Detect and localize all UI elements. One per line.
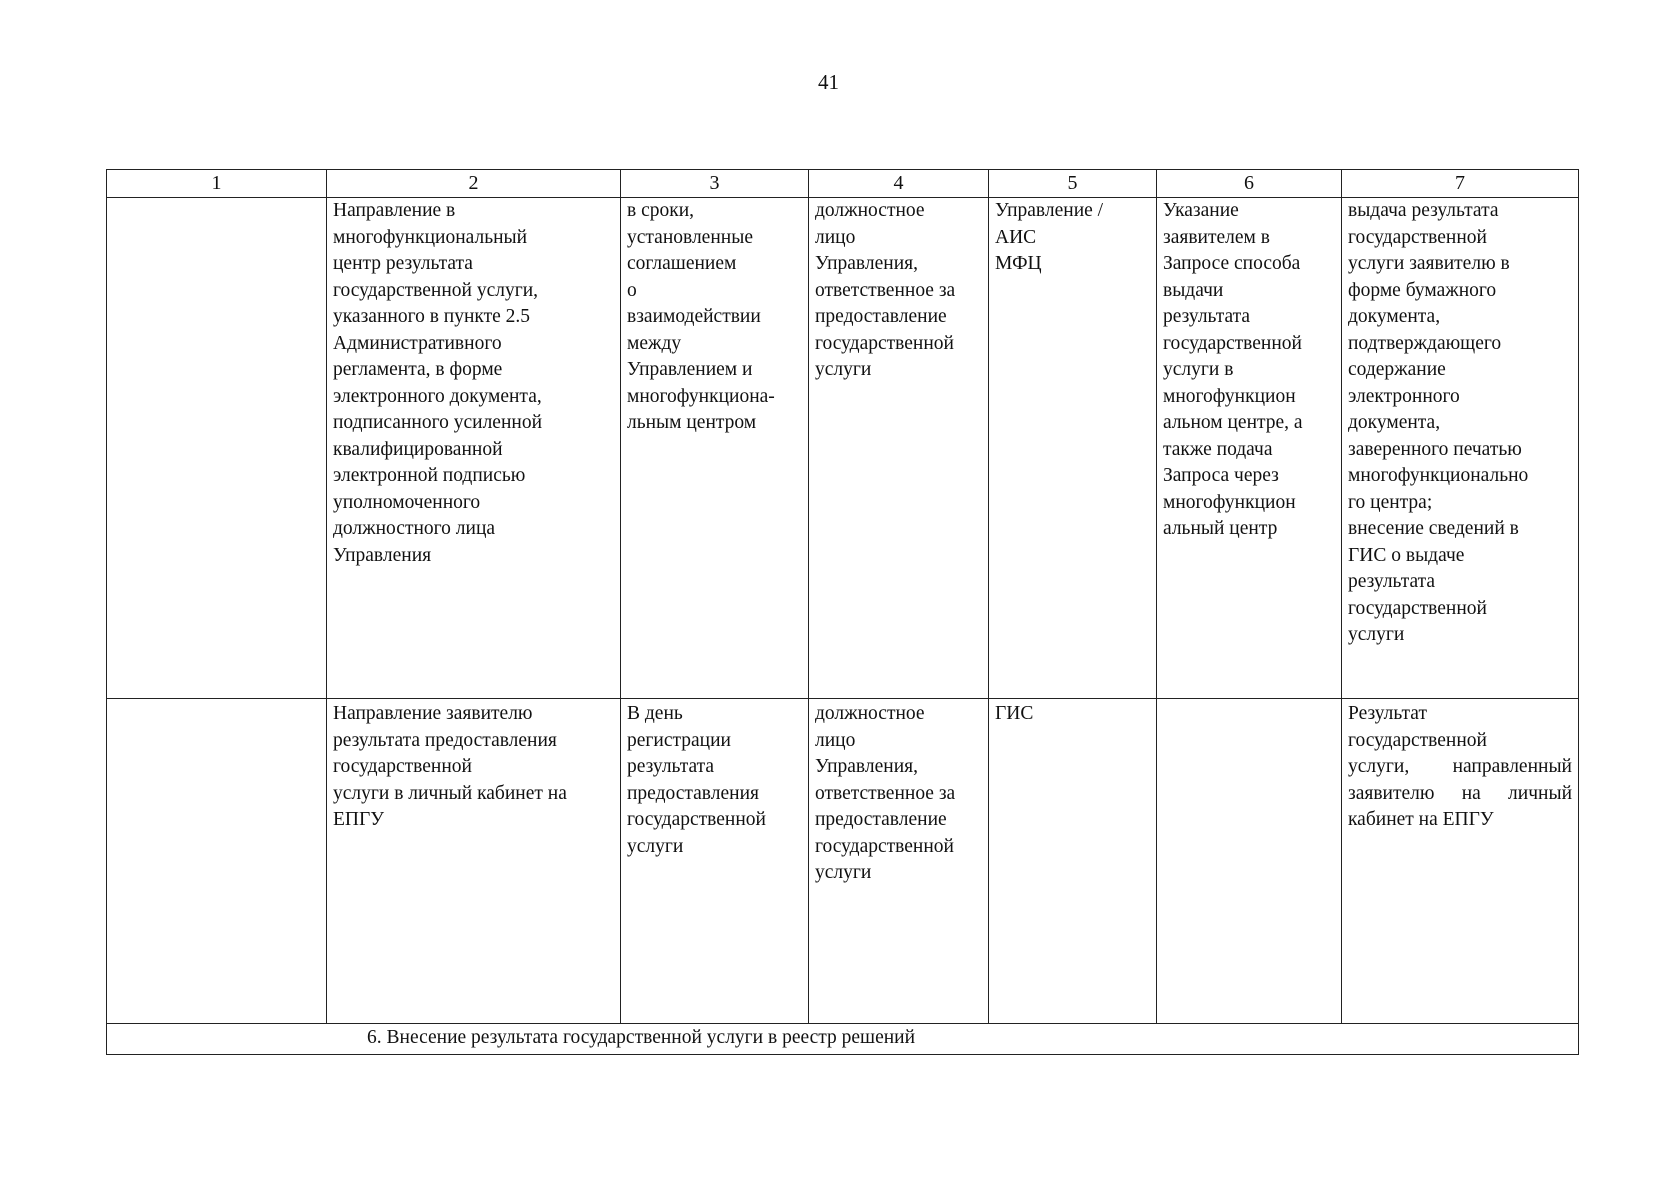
header-cell-7: 7 xyxy=(1342,170,1579,198)
row2-result-cell: Результат государственной услуги, направленный заявителю на личный кабинет на ЕПГУ xyxy=(1342,699,1579,1024)
row1-deadline-cell: в сроки, установленные соглашением о взаимодействии между Управлением и многофункциона- льным центром xyxy=(621,198,809,699)
section-title: 6. Внесение результата государственной услуги в реестр решений xyxy=(107,1024,1579,1055)
header-cell-4: 4 xyxy=(809,170,989,198)
header-cell-1: 1 xyxy=(107,170,327,198)
row1-result-cell: выдача результата государственной услуги заявителю в форме бумажного документа, подтверждающего содержание электронного документа, заверенного печатью многофункционально го центра; внесение сведений в ГИС о выдаче результата государственной услуги xyxy=(1342,198,1579,699)
table-row xyxy=(107,198,1579,699)
row1-system-cell: Управление / АИС МФЦ xyxy=(989,198,1157,699)
section-row xyxy=(107,1024,1579,1055)
header-cell-5: 5 xyxy=(989,170,1157,198)
table-header-row xyxy=(107,170,1579,198)
row2-criteria-cell xyxy=(1157,699,1342,1024)
row2-deadline-cell: В день регистрации результата предоставления государственной услуги xyxy=(621,699,809,1024)
row2-system-cell: ГИС xyxy=(989,699,1157,1024)
row2-responsible-cell: должностное лицо Управления, ответственное за предоставление государственной услуги xyxy=(809,699,989,1024)
row2-action-cell: Направление заявителю результата предоставления государственной услуги в личный кабинет на ЕПГУ xyxy=(327,699,621,1024)
row1-col1-cell xyxy=(107,198,327,699)
header-cell-2: 2 xyxy=(327,170,621,198)
table-row xyxy=(107,699,1579,1024)
procedure-table xyxy=(106,169,1579,1055)
row2-col1-cell xyxy=(107,699,327,1024)
header-cell-6: 6 xyxy=(1157,170,1342,198)
header-cell-3: 3 xyxy=(621,170,809,198)
page-number: 41 xyxy=(818,70,839,94)
row1-responsible-cell: должностное лицо Управления, ответственное за предоставление государственной услуги xyxy=(809,198,989,699)
row1-action-cell: Направление в многофункциональный центр результата государственной услуги, указанного в пункте 2.5 Административного регламента, в форме электронного документа, подписанного усиленной квалифицированной электронной подписью уполномоченного должностного лица Управления xyxy=(327,198,621,699)
row1-criteria-cell: Указание заявителем в Запросе способа выдачи результата государственной услуги в многофункцион альном центре, а также подача Запроса через многофункцион альный центр xyxy=(1157,198,1342,699)
